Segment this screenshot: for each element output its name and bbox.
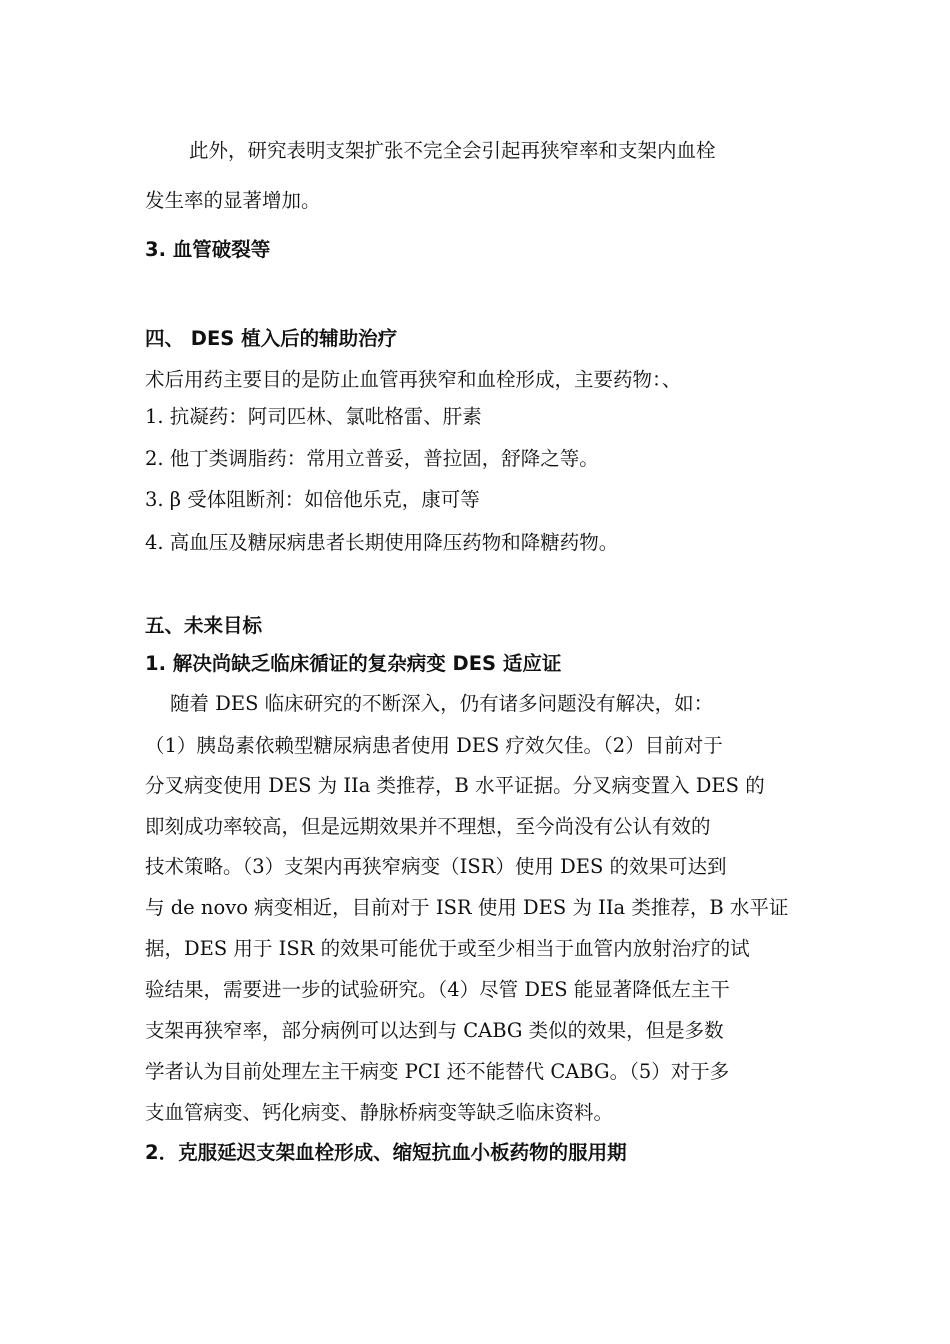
paragraph-line: 此外，研究表明支架扩张不完全会引起再狭窄率和支架内血栓: [189, 139, 716, 162]
list-item: 1. 抗凝药：阿司匹林、氯吡格雷、肝素: [145, 405, 482, 428]
paragraph-line: 验结果，需要进一步的试验研究。（4）尽管 DES 能显著降低左主干: [145, 978, 730, 1001]
paragraph-line: 支架再狭窄率，部分病例可以达到与 CABG 类似的效果，但是多数: [145, 1019, 724, 1042]
paragraph-line: 学者认为目前处理左主干病变 PCI 还不能替代 CABG。（5）对于多: [145, 1060, 730, 1083]
section-4-heading: 四、 DES 植入后的辅助治疗: [145, 327, 398, 350]
section-4-intro: 术后用药主要目的是防止血管再狭窄和血栓形成，主要药物：、: [145, 368, 682, 391]
paragraph-line: 与 de novo 病变相近，目前对于 ISR 使用 DES 为 IIa 类推荐，B 水平证: [145, 896, 789, 919]
paragraph-line: 分叉病变使用 DES 为 IIa 类推荐，B 水平证据。分叉病变置入 DES 的: [145, 774, 765, 797]
list-item: 4. 高血压及糖尿病患者长期使用降压药物和降糖药物。: [145, 531, 619, 554]
list-item: 3. β 受体阻断剂：如倍他乐克，康可等: [145, 488, 480, 511]
paragraph-line: 据，DES 用于 ISR 的效果可能优于或至少相当于血管内放射治疗的试: [145, 937, 750, 960]
paragraph-line: 发生率的显著增加。: [145, 189, 321, 212]
paragraph-line: （1）胰岛素依赖型糖尿病患者使用 DES 疗效欠佳。（2）目前对于: [145, 734, 723, 757]
paragraph-line: 即刻成功率较高，但是远期效果并不理想，至今尚没有公认有效的: [145, 815, 711, 838]
paragraph-line: 随着 DES 临床研究的不断深入，仍有诸多问题没有解决，如：: [170, 692, 714, 715]
paragraph-line: 支血管病变、钙化病变、静脉桥病变等缺乏临床资料。: [145, 1101, 614, 1124]
paragraph-line: 技术策略。（3）支架内再狭窄病变（ISR）使用 DES 的效果可达到: [145, 855, 727, 878]
section-5-heading: 五、未来目标: [145, 614, 263, 637]
list-item: 2. 他丁类调脂药：常用立普妥，普拉固，舒降之等。: [145, 447, 599, 470]
subheading-3: 3. 血管破裂等: [145, 238, 271, 261]
section-5-subheading-1: 1. 解决尚缺乏临床循证的复杂病变 DES 适应证: [145, 652, 562, 675]
section-5-subheading-2: 2．克服延迟支架血栓形成、缩短抗血小板药物的服用期: [145, 1141, 627, 1164]
